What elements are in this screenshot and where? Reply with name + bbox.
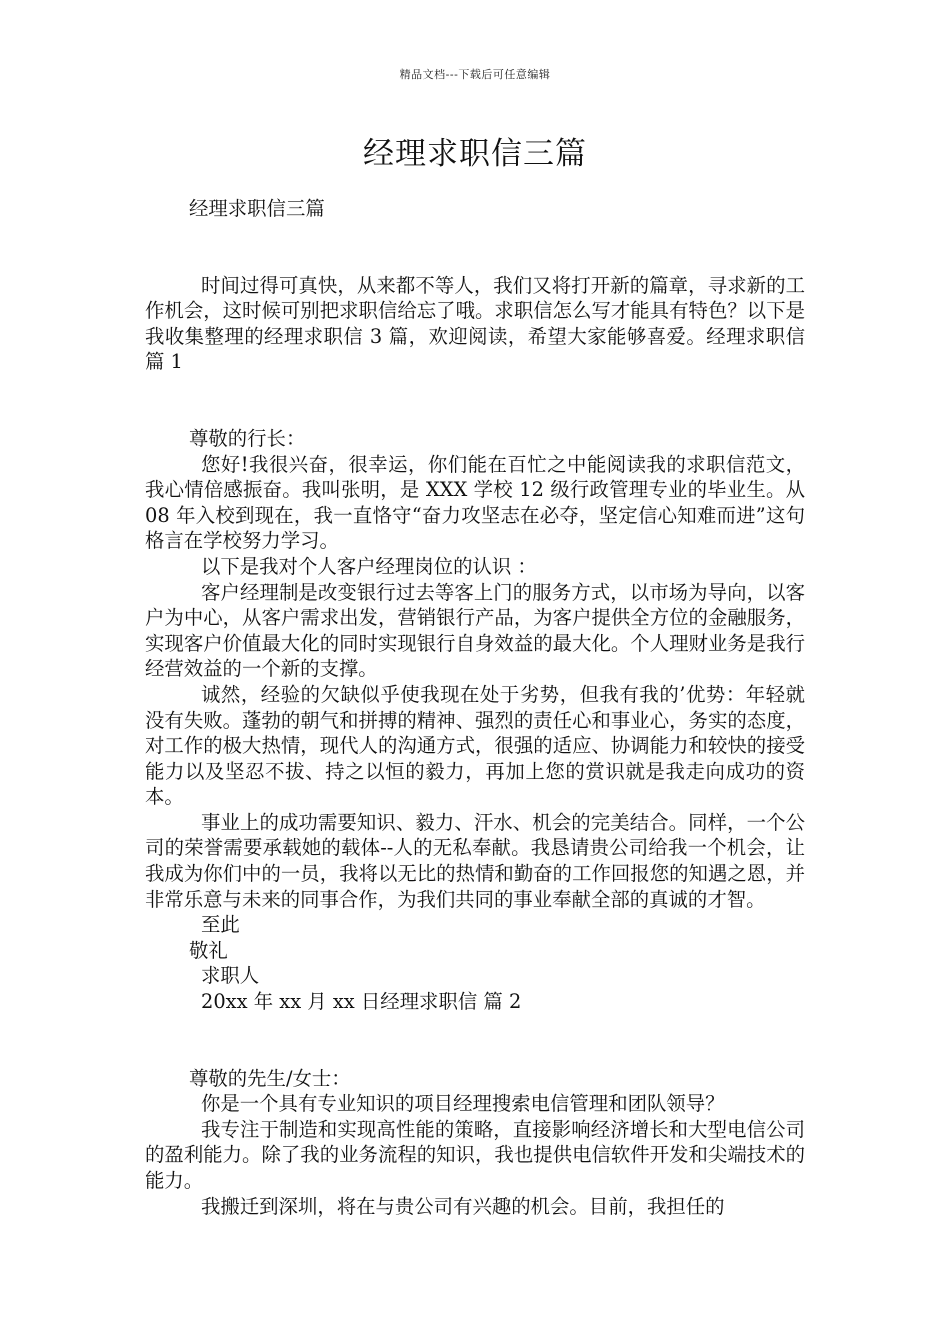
letter1-paragraph: 事业上的成功需要知识、毅力、汗水、机会的完美结合。同样，一个公司的荣誉需要承载她的载体--人的无私奉献。我恳请贵公司给我一个机会，让我成为你们中的一员，我将以无比的热情和勤奋的工作回报您的知遇之恩，并非常乐意与未来的同事合作，为我们共同的事业奉献全部的真诚的才智。: [145, 810, 805, 911]
letter1-paragraph: 您好!我很兴奋，很幸运，你们能在百忙之中能阅读我的求职信范文，我心情倍感振奋。我叫张明，是 XXX 学校 12 级行政管理专业的毕业生。从 08 年入校到现在，我一直恪守“奋力攻坚志在必夺，坚定信心知难而进”这句格言在学校努力学习。: [145, 452, 805, 553]
letter1-regards: 敬礼: [189, 938, 228, 962]
letter2-paragraph: 我专注于制造和实现高性能的策略，直接影响经济增长和大型电信公司的盈利能力。除了我的业务流程的知识，我也提供电信软件开发和尖端技术的能力。: [145, 1117, 805, 1192]
letter1-paragraph: 客户经理制是改变银行过去等客上门的服务方式，以市场为导向，以客户为中心，从客户需求出发，营销银行产品，为客户提供全方位的金融服务，实现客户价值最大化的同时实现银行自身效益的最大化。个人理财业务是我行经营效益的一个新的支撑。: [145, 580, 805, 681]
letter2-paragraph: 我搬迁到深圳，将在与贵公司有兴趣的机会。目前，我担任的: [201, 1194, 725, 1218]
letter1-salutation: 尊敬的行长：: [189, 426, 306, 450]
spacer: [145, 1015, 805, 1066]
letter2-paragraph: 你是一个具有专业知识的项目经理搜索电信管理和团队领导？: [201, 1092, 725, 1116]
letter2-salutation: 尊敬的先生/女士：: [189, 1066, 351, 1090]
letter1-signer: 求职人: [201, 964, 260, 988]
letter1-closing: 至此: [201, 913, 240, 937]
document-subtitle: 经理求职信三篇: [189, 197, 325, 220]
letter1-paragraph: 以下是我对个人客户经理岗位的认识 ：: [201, 554, 537, 578]
document-body: [145, 196, 805, 1219]
spacer: [145, 375, 805, 426]
letter1-paragraph: 诚然，经验的欠缺似乎使我现在处于劣势，但我有我的’优势：年轻就没有失败。蓬勃的朝气和拼搏的精神、强烈的责任心和事业心，务实的态度，对工作的极大热情，现代人的沟通方式，很强的适应、协调能力和较快的接受能力以及坚忍不拔、持之以恒的毅力，再加上您的赏识就是我走向成功的资本。: [145, 682, 805, 809]
letter1-date-line: 20xx 年 xx 月 xx 日经理求职信 篇 2: [201, 990, 522, 1014]
intro-paragraph: 时间过得可真快，从来都不等人，我们又将打开新的篇章，寻求新的工作机会，这时候可别把求职信给忘了哦。求职信怎么写才能具有特色？以下是我收集整理的经理求职信 3 篇，欢迎阅读，希望大家能够喜爱。经理求职信 篇 1: [145, 273, 805, 374]
spacer: [145, 222, 805, 273]
document-title: 经理求职信三篇: [363, 136, 587, 172]
header-note: 精品文档---下载后可任意编辑: [399, 68, 551, 81]
